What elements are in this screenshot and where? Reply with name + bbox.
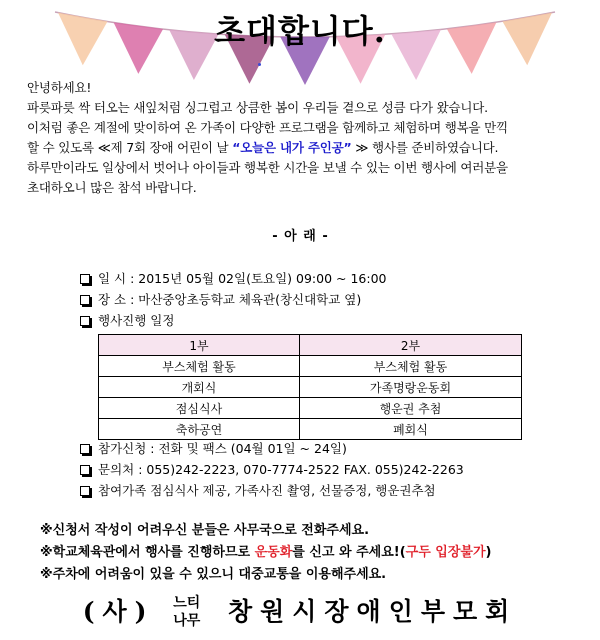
table-cell: 폐회식 bbox=[299, 419, 521, 440]
table-row bbox=[99, 419, 522, 440]
detail-text: 참가신청 : 전화 및 팩스 (04월 01일 ~ 24일) bbox=[98, 441, 347, 456]
page-title: 초대합니다. bbox=[214, 12, 386, 50]
table-cell: 행운권 추첨 bbox=[299, 398, 521, 419]
invitation-body bbox=[27, 78, 577, 198]
table-row bbox=[99, 377, 522, 398]
table-row bbox=[99, 356, 522, 377]
table-row bbox=[99, 398, 522, 419]
detail-place bbox=[80, 289, 560, 310]
note-text: ※학교체육관에서 행사를 진행하므로 bbox=[40, 545, 255, 560]
intro-line: 이처럼 좋은 계절에 맞이하여 온 가족이 다양한 프로그램을 함께하고 체험하며 행복을 만끽 bbox=[27, 120, 508, 135]
column-header: 1부 bbox=[99, 335, 300, 356]
checkbox-bullet-icon bbox=[80, 444, 90, 454]
notice-heading: - 아 래 - bbox=[272, 229, 328, 244]
detail-text: 참여가족 점심식사 제공, 가족사진 촬영, 선물증정, 행운권추첨 bbox=[98, 483, 436, 498]
detail-datetime bbox=[80, 268, 560, 289]
table-header-row bbox=[99, 335, 522, 356]
checkbox-bullet-icon bbox=[80, 465, 90, 475]
detail-text: 장 소 : 마산중앙초등학교 체육관(창신대학교 옆) bbox=[98, 292, 362, 307]
note-item: ※신청서 작성이 어려우신 분들은 사무국으로 전화주세요. bbox=[40, 523, 370, 538]
org-name: 창원시장애인부모회 bbox=[227, 597, 518, 626]
checkbox-bullet-icon bbox=[80, 486, 90, 496]
note-item: ※주차에 어려움이 있을 수 있으니 대중교통을 이용해주세요. bbox=[40, 567, 387, 582]
schedule-table bbox=[98, 334, 522, 440]
checkbox-bullet-icon bbox=[80, 295, 90, 305]
checkbox-bullet-icon bbox=[80, 274, 90, 284]
detail-schedule-label bbox=[80, 310, 560, 331]
logo-text-bottom: 나무 bbox=[173, 612, 201, 629]
intro-line: 하루만이라도 일상에서 벗어나 아이들과 행복한 시간을 보낼 수 있는 이번 행사에 여러분을 bbox=[27, 160, 508, 175]
table-cell: 가족명랑운동회 bbox=[299, 377, 521, 398]
note-text: 를 신고 와 주세요!( bbox=[292, 545, 406, 560]
detail-text: 문의처 : 055)242-2223, 070-7774-2522 FAX. 055)242-2263 bbox=[98, 462, 464, 477]
note-item bbox=[40, 542, 580, 564]
notes-section bbox=[40, 520, 580, 586]
event-details bbox=[80, 268, 560, 331]
decorative-dot bbox=[258, 63, 261, 66]
intro-text: ≫ 행사를 준비하였습니다. bbox=[351, 140, 499, 155]
greeting: 안녕하세요! bbox=[27, 80, 92, 95]
table-cell: 부스체험 활동 bbox=[299, 356, 521, 377]
detail-text: 일 시 : 2015년 05월 02일(토요일) 09:00 ~ 16:00 bbox=[98, 271, 387, 286]
checkbox-bullet-icon bbox=[80, 316, 90, 326]
note-highlight: 운동화 bbox=[254, 545, 293, 560]
intro-line: 초대하오니 많은 참석 바랍니다. bbox=[27, 180, 197, 195]
org-logo bbox=[171, 596, 211, 632]
intro-line: 파릇파릇 싹 터오는 새잎처럼 싱그럽고 상큼한 봄이 우리들 곁으로 성큼 다가 왔습니다. bbox=[27, 100, 488, 115]
table-cell: 점심식사 bbox=[99, 398, 300, 419]
intro-line bbox=[27, 138, 577, 158]
table-cell: 축하공연 bbox=[99, 419, 300, 440]
intro-text: 할 수 있도록 ≪제 7회 장애 어린이 날 bbox=[27, 140, 233, 155]
event-details-extra bbox=[80, 438, 580, 501]
note-text: ) bbox=[485, 545, 492, 560]
column-header: 2부 bbox=[299, 335, 521, 356]
logo-text-top: 느티 bbox=[173, 594, 201, 611]
event-name: “오늘은 내가 주인공” bbox=[232, 140, 352, 155]
detail-apply bbox=[80, 438, 580, 459]
table-cell: 부스체험 활동 bbox=[99, 356, 300, 377]
table-cell: 개회식 bbox=[99, 377, 300, 398]
detail-contact bbox=[80, 459, 580, 480]
org-prefix: (사) bbox=[82, 597, 155, 626]
detail-text: 행사진행 일정 bbox=[98, 313, 175, 328]
note-highlight: 구두 입장불가 bbox=[405, 545, 486, 560]
detail-benefits bbox=[80, 480, 580, 501]
organization-footer bbox=[0, 592, 600, 632]
